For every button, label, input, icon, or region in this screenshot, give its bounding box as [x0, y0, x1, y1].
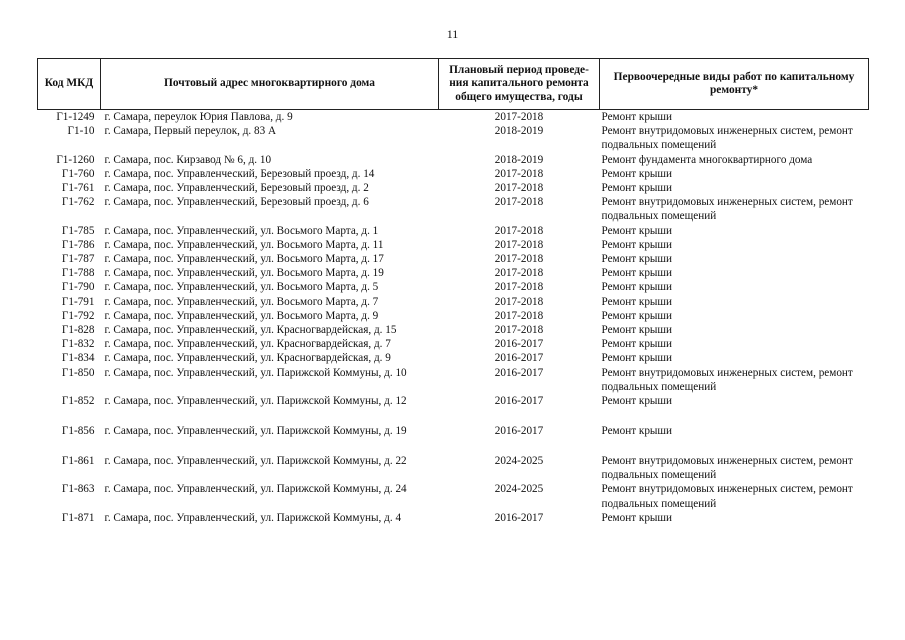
- table-row: [38, 181, 869, 195]
- page-number: 11: [446, 27, 459, 41]
- table-row: [38, 323, 869, 337]
- cell-period: 2024-2025: [494, 455, 544, 468]
- cell-period: 2017-2018: [494, 267, 544, 280]
- table-row: [38, 394, 869, 424]
- registry-table: [37, 58, 869, 539]
- cell-code: Г1-850: [61, 366, 95, 379]
- table-body: [38, 110, 869, 539]
- cell-works: Ремонт крыши: [601, 425, 673, 438]
- cell-works: Ремонт крыши: [601, 352, 673, 365]
- header-works: Первоочередные виды работ по капитальному ремонту*: [600, 59, 869, 110]
- cell-period: 2017-2018: [494, 324, 544, 337]
- cell-address: г. Самара, пос. Управленческий, ул. Восьмого Марта, д. 19: [104, 267, 384, 280]
- cell-code: Г1-785: [61, 224, 95, 237]
- table-row: [38, 511, 869, 539]
- cell-period: 2017-2018: [494, 111, 544, 123]
- cell-works: Ремонт крыши: [601, 281, 673, 294]
- cell-address: г. Самара, пос. Управленческий, ул. Восьмого Марта, д. 17: [104, 253, 384, 266]
- cell-period: 2017-2018: [494, 281, 544, 294]
- cell-code: Г1-863: [61, 483, 95, 496]
- cell-address: г. Самара, пос. Управленческий, ул. Парижской Коммуны, д. 4: [104, 511, 402, 524]
- cell-works: Ремонт крыши: [601, 338, 673, 351]
- cell-works: Ремонт крыши: [601, 111, 673, 123]
- cell-address: г. Самара, пос. Кирзавод № 6, д. 10: [104, 153, 272, 166]
- header-period: Плановый период проведе-ния капитального ремонта общего имущества, годы: [439, 59, 600, 110]
- cell-code: Г1-760: [61, 167, 95, 180]
- cell-period: 2016-2017: [494, 338, 544, 351]
- cell-address: г. Самара, пос. Управленческий, ул. Парижской Коммуны, д. 12: [104, 395, 407, 408]
- cell-address: г. Самара, пос. Управленческий, ул. Парижской Коммуны, д. 22: [104, 455, 407, 468]
- cell-period: 2017-2018: [494, 309, 544, 322]
- cell-works: Ремонт крыши: [601, 267, 673, 280]
- cell-code: Г1-788: [61, 267, 95, 280]
- cell-address: г. Самара, пос. Управленческий, ул. Восьмого Марта, д. 1: [104, 224, 379, 237]
- cell-period: 2016-2017: [494, 352, 544, 365]
- cell-code: Г1-786: [61, 238, 95, 251]
- cell-works: Ремонт крыши: [601, 253, 673, 266]
- cell-address: г. Самара, переулок Юрия Павлова, д. 9: [104, 111, 293, 123]
- cell-address: г. Самара, пос. Управленческий, Березовый проезд, д. 14: [104, 167, 375, 180]
- cell-code: Г1-787: [61, 253, 95, 266]
- cell-period: 2018-2019: [494, 153, 544, 166]
- cell-period: 2016-2017: [494, 511, 544, 524]
- cell-period: 2016-2017: [494, 366, 544, 379]
- cell-code: Г1-834: [61, 352, 95, 365]
- table-row: [38, 337, 869, 351]
- cell-works: Ремонт внутридомовых инженерных систем, ремонт подвальных помещений: [601, 196, 853, 223]
- cell-works: Ремонт крыши: [601, 238, 673, 251]
- cell-works: Ремонт крыши: [601, 224, 673, 237]
- cell-works: Ремонт внутридомовых инженерных систем, ремонт подвальных помещений: [601, 483, 853, 510]
- cell-works: Ремонт крыши: [601, 309, 673, 322]
- cell-period: 2017-2018: [494, 167, 544, 180]
- cell-period: 2018-2019: [494, 125, 544, 138]
- cell-period: 2024-2025: [494, 483, 544, 496]
- table-row: [38, 280, 869, 294]
- cell-works: Ремонт внутридомовых инженерных систем, ремонт подвальных помещений: [601, 455, 853, 482]
- cell-period: 2016-2017: [494, 395, 544, 408]
- cell-period: 2017-2018: [494, 253, 544, 266]
- cell-address: г. Самара, пос. Управленческий, Березовый проезд, д. 2: [104, 182, 369, 195]
- cell-works: Ремонт крыши: [601, 167, 673, 180]
- cell-code: Г1-762: [61, 196, 95, 209]
- cell-code: Г1-10: [67, 125, 95, 138]
- table-row: [38, 266, 869, 280]
- table-row: [38, 153, 869, 167]
- cell-works: Ремонт внутридомовых инженерных систем, ремонт подвальных помещений: [601, 125, 853, 152]
- header-code: Код МКД: [38, 59, 101, 110]
- table-row: [38, 195, 869, 223]
- table-row: [38, 366, 869, 394]
- table-row: [38, 110, 869, 125]
- cell-code: Г1-791: [61, 295, 95, 308]
- table-header-row: [38, 59, 869, 110]
- table-row: [38, 482, 869, 510]
- cell-address: г. Самара, Первый переулок, д. 83 А: [104, 125, 277, 138]
- cell-address: г. Самара, пос. Управленческий, ул. Красногвардейская, д. 15: [104, 324, 397, 337]
- cell-code: Г1-871: [61, 511, 95, 524]
- cell-address: г. Самара, пос. Управленческий, ул. Парижской Коммуны, д. 10: [104, 366, 407, 379]
- cell-code: Г1-792: [61, 309, 95, 322]
- cell-code: Г1-832: [61, 338, 95, 351]
- cell-address: г. Самара, пос. Управленческий, Березовый проезд, д. 6: [104, 196, 369, 209]
- cell-code: Г1-1249: [56, 111, 95, 123]
- cell-address: г. Самара, пос. Управленческий, ул. Красногвардейская, д. 9: [104, 352, 391, 365]
- table-row: [38, 238, 869, 252]
- table-row: [38, 424, 869, 454]
- table-row: [38, 295, 869, 309]
- cell-code: Г1-852: [61, 395, 95, 408]
- cell-works: Ремонт внутридомовых инженерных систем, ремонт подвальных помещений: [601, 366, 853, 393]
- cell-period: 2017-2018: [494, 224, 544, 237]
- table-row: [38, 124, 869, 152]
- cell-works: Ремонт крыши: [601, 324, 673, 337]
- table-row: [38, 351, 869, 365]
- cell-period: 2017-2018: [494, 182, 544, 195]
- cell-code: Г1-856: [61, 425, 95, 438]
- cell-period: 2017-2018: [494, 196, 544, 209]
- cell-code: Г1-861: [61, 455, 95, 468]
- table-row: [38, 167, 869, 181]
- cell-works: Ремонт крыши: [601, 395, 673, 408]
- cell-period: 2017-2018: [494, 295, 544, 308]
- cell-address: г. Самара, пос. Управленческий, ул. Восьмого Марта, д. 11: [104, 238, 384, 251]
- cell-code: Г1-761: [61, 182, 95, 195]
- cell-works: Ремонт фундамента многоквартирного дома: [601, 153, 813, 166]
- cell-works: Ремонт крыши: [601, 511, 673, 524]
- table-row: [38, 224, 869, 238]
- table-row: [38, 454, 869, 482]
- table-row: [38, 252, 869, 266]
- cell-address: г. Самара, пос. Управленческий, ул. Парижской Коммуны, д. 19: [104, 425, 407, 438]
- cell-works: Ремонт крыши: [601, 295, 673, 308]
- cell-address: г. Самара, пос. Управленческий, ул. Восьмого Марта, д. 7: [104, 295, 379, 308]
- cell-period: 2016-2017: [494, 425, 544, 438]
- cell-code: Г1-790: [61, 281, 95, 294]
- cell-code: Г1-1260: [56, 153, 95, 166]
- cell-address: г. Самара, пос. Управленческий, ул. Восьмого Марта, д. 5: [104, 281, 379, 294]
- cell-period: 2017-2018: [494, 238, 544, 251]
- cell-address: г. Самара, пос. Управленческий, ул. Красногвардейская, д. 7: [104, 338, 391, 351]
- table-row: [38, 309, 869, 323]
- cell-code: Г1-828: [61, 324, 95, 337]
- cell-address: г. Самара, пос. Управленческий, ул. Восьмого Марта, д. 9: [104, 309, 379, 322]
- cell-address: г. Самара, пос. Управленческий, ул. Парижской Коммуны, д. 24: [104, 483, 407, 496]
- header-address: Почтовый адрес многоквартирного дома: [101, 59, 439, 110]
- cell-works: Ремонт крыши: [601, 182, 673, 195]
